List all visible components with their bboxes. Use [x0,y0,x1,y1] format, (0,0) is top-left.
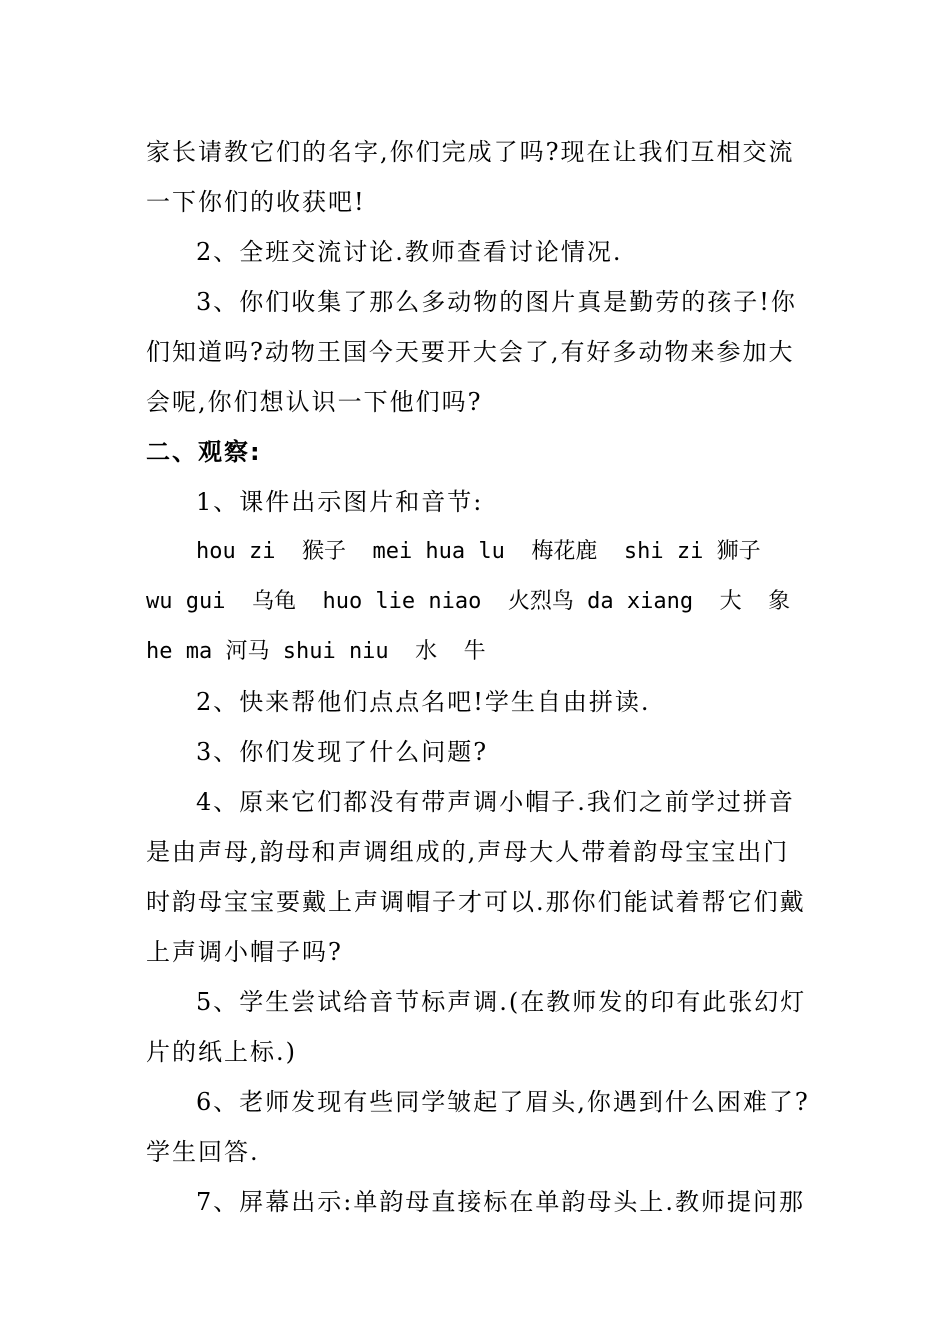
paragraph-intro: 家长请教它们的名字,你们完成了吗?现在让我们互相交流一下你们的收获吧! [146,138,795,216]
section2-paragraph-7: 7、屏幕出示:单韵母直接标在单韵母头上.教师提问那 [196,1188,805,1216]
section2-paragraph-5: 5、学生尝试给音节标声调.(在教师发的印有此张幻灯片的纸上标.) [146,988,807,1066]
paragraph-2: 2、全班交流讨论.教师查看讨论情况. [196,238,623,266]
section2-paragraph-2: 2、快来帮他们点点名吧!学生自由拼读. [196,688,651,716]
section2-paragraph-4: 4、原来它们都没有带声调小帽子.我们之前学过拼音是由声母,韵母和声调组成的,声母大人带着韵母宝宝出门时韵母宝宝要戴上声调帽子才可以.那你们能试着帮它们戴上声调小帽子吗? [146,788,806,966]
section-heading-observe: 二、观察: [146,438,262,466]
section2-pinyin-list: hou zi 猴子 mei hua lu 梅花鹿 shi zi 狮子 wu gui 乌龟 huo lie niao 火烈鸟 da xiang 大 象 he ma 河马 shui niu 水 牛 [146,539,817,664]
paragraph-3: 3、你们收集了那么多动物的图片真是勤劳的孩子!你们知道吗?动物王国今天要开大会了,有好多动物来参加大会呢,你们想认识一下他们吗? [146,288,797,416]
section2-paragraph-6: 6、老师发现有些同学皱起了眉头,你遇到什么困难了?学生回答. [146,1088,810,1166]
section2-paragraph-3: 3、你们发现了什么问题? [196,738,489,766]
section2-paragraph-1: 1、课件出示图片和音节: [196,488,484,516]
